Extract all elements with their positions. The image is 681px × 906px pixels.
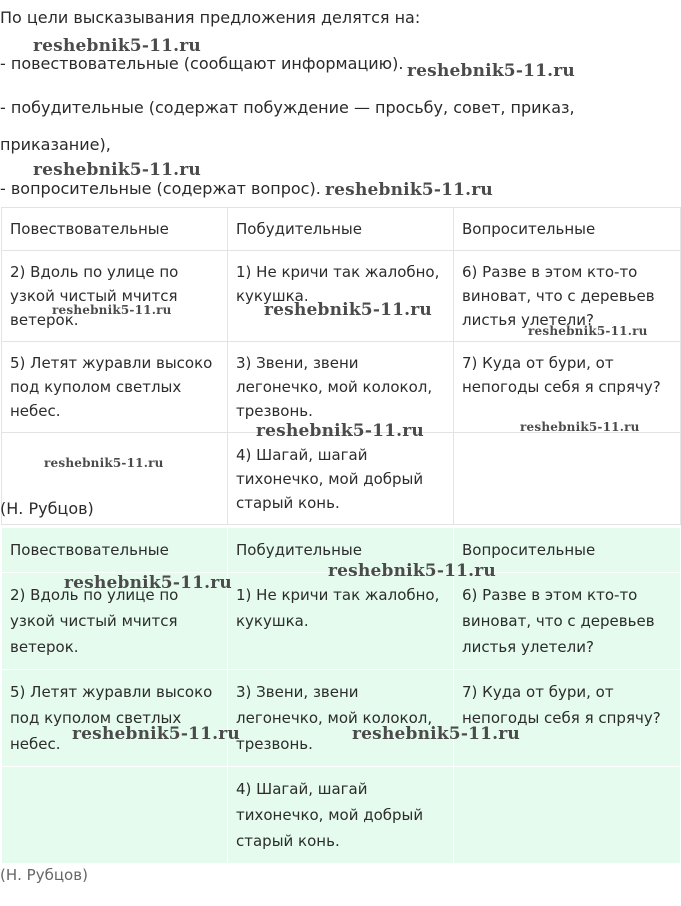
table-cell: [454, 433, 681, 525]
watermark: reshebnik5-11.ru: [352, 724, 520, 744]
sentence-table: [1, 207, 681, 525]
table-row: [2, 433, 681, 525]
table-cell: 3) Звени, звени легонечко, мой колокол, трезвонь.: [228, 670, 454, 767]
author-attribution-clipped: (Н. Рубцов): [0, 866, 88, 884]
table-cell: 2) Вдоль по улице по узкой чистый мчится ветерок.: [2, 251, 228, 342]
watermark: reshebnik5-11.ru: [325, 180, 493, 200]
table-cell: 4) Шагай, шагай тихонечко, мой добрый старый конь.: [228, 433, 454, 525]
table-cell: 3) Звени, звени легонечко, мой колокол, трезвонь.: [228, 342, 454, 433]
intro-item-imperative-cont: приказание),: [0, 135, 111, 154]
table-cell: [2, 767, 228, 864]
table-cell: 6) Разве в этом кто-то виноват, что с деревьев листья улетели?: [454, 251, 681, 342]
header-imperative: Побудительные: [228, 208, 454, 251]
table-header-row: [2, 208, 681, 251]
watermark: reshebnik5-11.ru: [52, 303, 172, 317]
intro-item-interrogative: - вопросительные (содержат вопрос).: [0, 179, 321, 198]
watermark: reshebnik5-11.ru: [72, 724, 240, 744]
watermark: reshebnik5-11.ru: [528, 324, 648, 338]
watermark: reshebnik5-11.ru: [520, 420, 640, 434]
table-cell: 7) Куда от бури, от непогоды себя я спрячу?: [454, 670, 681, 767]
table-cell: 6) Разве в этом кто-то виноват, что с деревьев листья улетели?: [454, 573, 681, 670]
header-declarative: Повествовательные: [2, 208, 228, 251]
table-cell: 2) Вдоль по улице по узкой чистый мчится ветерок.: [2, 573, 228, 670]
watermark: reshebnik5-11.ru: [33, 160, 201, 180]
watermark: reshebnik5-11.ru: [33, 36, 201, 56]
header-interrogative: Вопросительные: [454, 208, 681, 251]
table-cell: 5) Летят журавли высоко под куполом светлых небес.: [2, 342, 228, 433]
intro-heading: По цели высказывания предложения делятся на:: [0, 8, 421, 27]
intro-item-declarative: - повествовательные (сообщают информацию).: [0, 54, 404, 73]
table-cell: 7) Куда от бури, от непогоды себя я спрячу?: [454, 342, 681, 433]
watermark: reshebnik5-11.ru: [44, 456, 164, 470]
table-row: [2, 767, 681, 864]
table-cell: 5) Летят журавли высоко под куполом светлых небес.: [2, 670, 228, 767]
table-cell: 1) Не кричи так жалобно, кукушка.: [228, 251, 454, 342]
header-imperative: Побудительные: [228, 528, 454, 573]
table-row: [2, 342, 681, 433]
watermark: reshebnik5-11.ru: [328, 561, 496, 581]
intro-item-imperative: - побудительные (содержат побуждение — просьбу, совет, приказ,: [0, 98, 575, 117]
author-attribution: (Н. Рубцов): [0, 499, 94, 518]
header-declarative: Повествовательные: [2, 528, 228, 573]
watermark: reshebnik5-11.ru: [256, 421, 424, 441]
watermark: reshebnik5-11.ru: [264, 300, 432, 320]
table-cell: [454, 767, 681, 864]
table-cell: 4) Шагай, шагай тихонечко, мой добрый старый конь.: [228, 767, 454, 864]
watermark: reshebnik5-11.ru: [64, 573, 232, 593]
table-cell: 1) Не кричи так жалобно, кукушка.: [228, 573, 454, 670]
header-interrogative: Вопросительные: [454, 528, 681, 573]
table-row: [2, 670, 681, 767]
watermark: reshebnik5-11.ru: [407, 61, 575, 81]
